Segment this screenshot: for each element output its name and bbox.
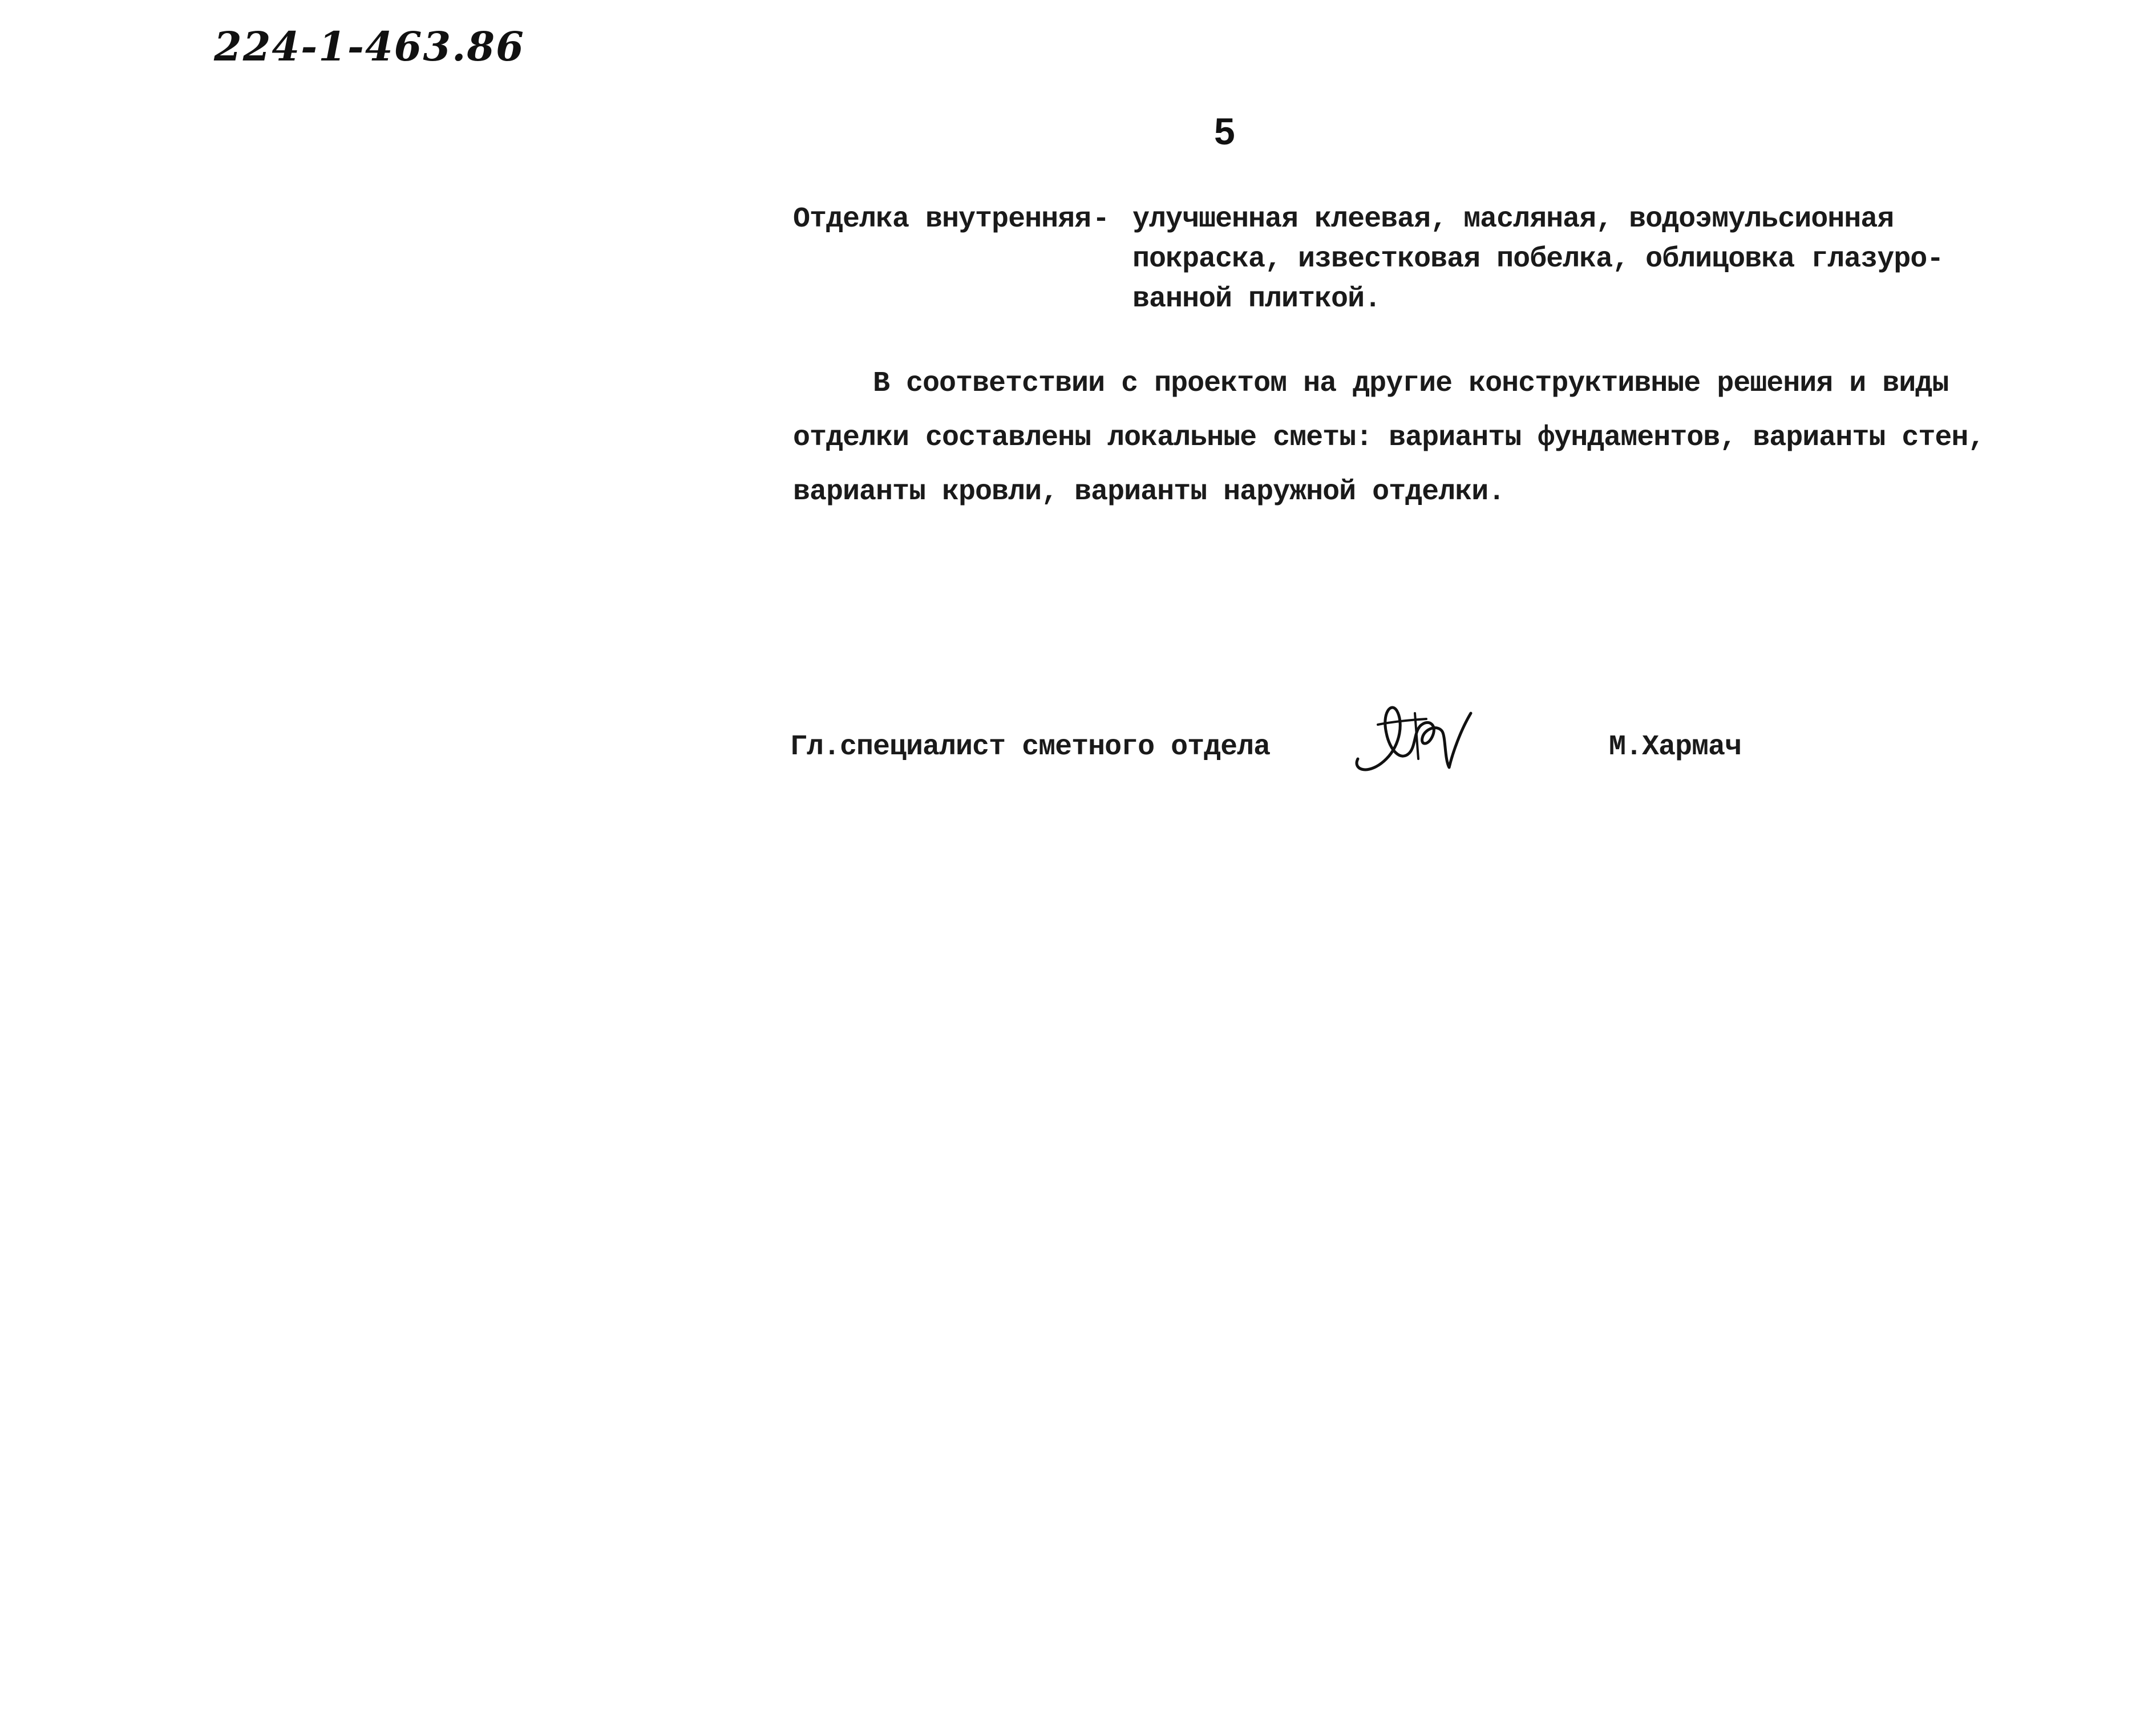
signatory-name: М.Хармач — [1609, 731, 1742, 763]
finishing-line: улучшенная клеевая, масляная, водоэмульсионная — [1132, 203, 1894, 236]
finishing-label: Отделка внутренняя — [793, 203, 1091, 236]
document-code: 224-1-463.86 — [214, 23, 525, 70]
body-paragraph — [793, 357, 1984, 519]
paragraph-line: отделки составлены локальные сметы: варианты фундаментов, варианты стен, — [793, 422, 1985, 454]
signatory-title: Гл.специалист сметного отдела — [790, 731, 1271, 763]
page-number: 5 — [1214, 110, 1235, 152]
finishing-line: ванной плиткой. — [1132, 283, 1381, 316]
handwritten-signature — [1346, 690, 1483, 782]
finishing-line: покраска, известковая побелка, облицовка глазуро- — [1132, 243, 1944, 276]
finishing-description — [1132, 200, 1943, 320]
paragraph-line: В соответствии с проектом на другие конструктивные решения и виды — [873, 367, 1949, 400]
paragraph-line: варианты кровли, варианты наружной отделки. — [793, 476, 1505, 508]
finishing-dash: - — [1093, 203, 1110, 236]
